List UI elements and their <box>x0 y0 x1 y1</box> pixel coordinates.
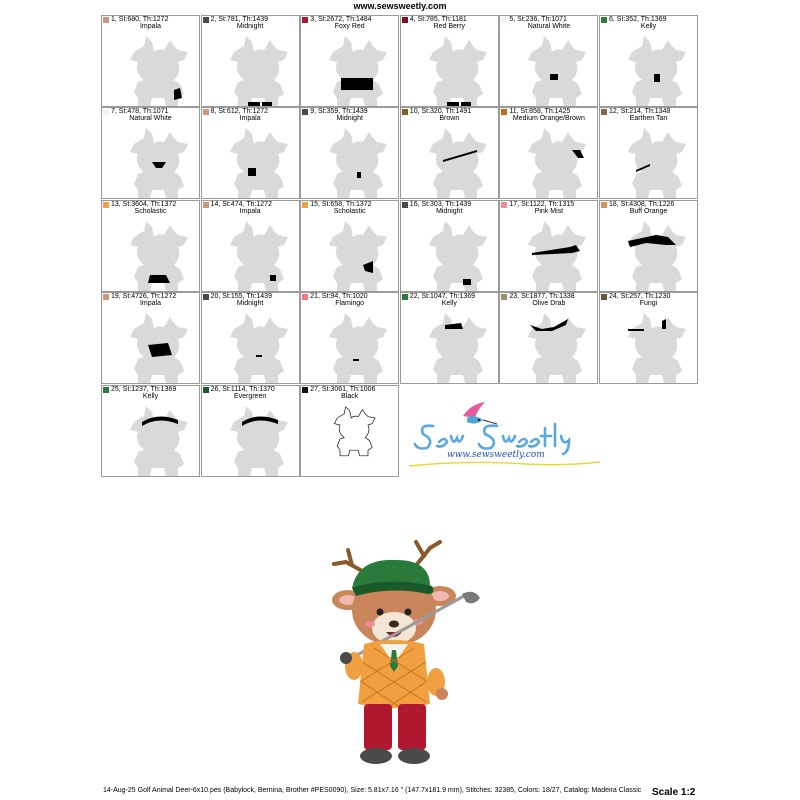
color-name: Kelly <box>640 23 657 30</box>
color-name: Pink Mist <box>534 207 564 215</box>
color-name: Brown <box>439 115 460 123</box>
color-cell <box>201 15 300 107</box>
color-name: Olive Drab <box>532 300 566 308</box>
color-region-mark <box>357 172 361 178</box>
design-silhouette <box>102 122 200 199</box>
color-name: Impala <box>239 115 261 123</box>
design-silhouette <box>202 307 300 384</box>
scale-label: Scale 1:2 <box>652 787 696 798</box>
color-stitch-info: 16, St:303, Th:1439 <box>409 200 472 208</box>
color-cell <box>499 200 598 292</box>
color-name: Medium Orange/Brown <box>512 115 585 123</box>
color-stitch-info: 4, St:785, Th:1181 <box>409 16 467 23</box>
color-stitch-info: 1, St:680, Th:1272 <box>111 16 169 23</box>
color-stitch-info: 21, St:94, Th:1020 <box>310 293 368 301</box>
color-name: Fungi <box>639 300 658 308</box>
color-stitch-info: 7, St:478, Th:1071 <box>111 108 169 116</box>
color-region-mark <box>248 102 272 107</box>
design-silhouette <box>102 215 200 292</box>
color-stitch-info: 8, St:612, Th:1272 <box>210 108 269 116</box>
color-region-mark <box>148 343 172 357</box>
color-cell <box>400 292 499 384</box>
color-cell <box>599 107 698 199</box>
design-silhouette <box>401 122 499 199</box>
right-pant-leg <box>398 704 426 750</box>
color-region-mark <box>654 74 660 82</box>
design-silhouette <box>600 30 698 107</box>
color-cell <box>300 15 399 107</box>
design-silhouette <box>600 122 698 199</box>
design-silhouette <box>301 307 399 384</box>
color-stitch-info: 5, St:236, Th:1071 <box>509 16 567 23</box>
color-name: Foxy Red <box>334 23 365 30</box>
brand-url: www.sewsweetly.com <box>447 450 545 460</box>
design-silhouette <box>202 30 300 107</box>
color-cell <box>300 107 399 199</box>
color-stitch-info: 14, St:474, Th:1272 <box>210 200 272 208</box>
color-stitch-info: 20, St:155, Th:1439 <box>210 293 272 301</box>
right-eye <box>405 609 412 616</box>
color-name: Impala <box>139 300 161 308</box>
design-silhouette <box>102 400 200 477</box>
design-silhouette <box>102 30 200 107</box>
color-cell <box>499 292 598 384</box>
design-silhouette <box>401 215 499 292</box>
design-silhouette <box>301 122 399 199</box>
color-cell <box>300 385 399 477</box>
color-name: Midnight <box>236 23 264 30</box>
site-url: www.sewsweetly.com <box>353 1 447 11</box>
color-cell <box>300 200 399 292</box>
color-cell <box>599 200 698 292</box>
nose <box>389 621 399 628</box>
color-name: Impala <box>239 207 261 215</box>
color-cell <box>101 292 200 384</box>
glove <box>340 652 352 664</box>
color-stitch-info: 17, St:1122, Th:1315 <box>509 200 575 208</box>
color-cell <box>201 107 300 199</box>
design-silhouette <box>401 307 499 384</box>
color-name: Buff Orange <box>629 207 668 215</box>
color-cell <box>599 15 698 107</box>
color-cell <box>201 200 300 292</box>
color-cell <box>400 15 499 107</box>
color-stitch-info: 27, St:3061, Th:1006 <box>310 385 376 393</box>
color-name: Natural White <box>527 23 571 30</box>
color-name: Flamingo <box>335 300 365 308</box>
color-name: Midnight <box>336 115 363 123</box>
color-stitch-info: 22, St:1047, Th:1369 <box>409 293 476 301</box>
design-silhouette <box>202 400 300 477</box>
color-name: Black <box>341 392 359 400</box>
color-stitch-info: 11, St:858, Th:1425 <box>509 108 571 116</box>
color-stitch-info: 3, St:2672, Th:1484 <box>310 16 372 23</box>
left-eye <box>377 609 384 616</box>
color-region-mark <box>463 279 471 285</box>
color-name: Kelly <box>441 300 457 308</box>
design-silhouette <box>102 307 200 384</box>
color-cell <box>101 15 200 107</box>
color-cell <box>400 200 499 292</box>
color-stitch-info: 12, St:214, Th:1348 <box>609 108 671 116</box>
color-stitch-info: 18, St:4308, Th:1226 <box>609 200 675 208</box>
color-region-mark <box>341 78 373 90</box>
color-stitch-info: 13, St:3604, Th:1372 <box>111 200 177 208</box>
color-name: Midnight <box>236 300 264 308</box>
color-cell <box>400 107 499 199</box>
color-stitch-info: 25, St:1237, Th:1369 <box>111 385 177 393</box>
color-stitch-info: 15, St:658, Th:1372 <box>310 200 372 208</box>
sew-sweetly-logo <box>405 398 605 478</box>
left-pant-leg <box>364 704 392 750</box>
design-silhouette <box>600 307 698 384</box>
color-region-mark <box>256 355 262 357</box>
color-stitch-info: 2, St:781, Th:1439 <box>210 16 269 23</box>
color-chart-grid <box>101 15 699 477</box>
left-shoe <box>360 748 392 764</box>
design-silhouette <box>202 215 300 292</box>
design-silhouette <box>500 30 598 107</box>
design-silhouette <box>202 122 300 199</box>
color-name: Red Berry <box>433 23 466 30</box>
color-name: Scholastic <box>333 207 366 215</box>
color-name: Impala <box>139 23 161 30</box>
color-region-mark <box>270 275 276 281</box>
design-silhouette <box>401 30 499 107</box>
design-silhouette <box>500 122 598 199</box>
color-name: Kelly <box>142 392 159 400</box>
color-cell <box>201 292 300 384</box>
color-name: Natural White <box>129 115 172 123</box>
design-silhouette <box>301 215 399 292</box>
color-name: Midnight <box>436 207 463 215</box>
color-stitch-info: 23, St:1877, Th:1338 <box>509 293 575 301</box>
design-silhouette <box>600 215 698 292</box>
golf-deer-design-preview <box>318 532 488 772</box>
color-name: Evergreen <box>233 392 267 400</box>
color-stitch-info: 26, St:1114, Th:1370 <box>210 385 275 393</box>
color-cell <box>300 292 399 384</box>
color-stitch-info: 19, St:4726, Th:1272 <box>111 293 177 301</box>
color-stitch-info: 10, St:320, Th:1491 <box>409 108 472 116</box>
hummingbird-icon <box>463 402 497 424</box>
color-cell <box>101 107 200 199</box>
color-cell <box>101 385 200 477</box>
design-silhouette <box>500 215 598 292</box>
design-info-footer: 14-Aug-25 Golf Animal Deer-6x10.pes (Babylock, Bernina, Brother #PES0090), Size: 5.81x7.16 " (147.7x181.9 mm), Stitches: 32385, Colors: 18/27, Catalog: Madeira Classic <box>103 787 642 794</box>
color-stitch-info: 9, St:359, Th:1439 <box>310 108 368 116</box>
logo-thread-line <box>409 462 600 466</box>
color-cell <box>201 385 300 477</box>
design-silhouette <box>301 400 399 477</box>
color-stitch-info: 6, St:352, Th:1369 <box>609 16 667 23</box>
color-cell <box>101 200 200 292</box>
color-name: Earthen Tan <box>629 115 668 123</box>
color-region-mark <box>447 102 471 107</box>
color-region-mark <box>550 74 558 80</box>
color-region-mark <box>353 359 359 361</box>
color-region-mark <box>248 168 256 176</box>
right-shoe <box>398 748 430 764</box>
design-silhouette <box>500 307 598 384</box>
color-cell <box>499 15 598 107</box>
color-cell <box>499 107 598 199</box>
color-stitch-info: 24, St:257, Th:1230 <box>609 293 671 301</box>
color-name: Scholastic <box>134 207 167 215</box>
color-cell <box>599 292 698 384</box>
design-silhouette <box>301 30 399 107</box>
